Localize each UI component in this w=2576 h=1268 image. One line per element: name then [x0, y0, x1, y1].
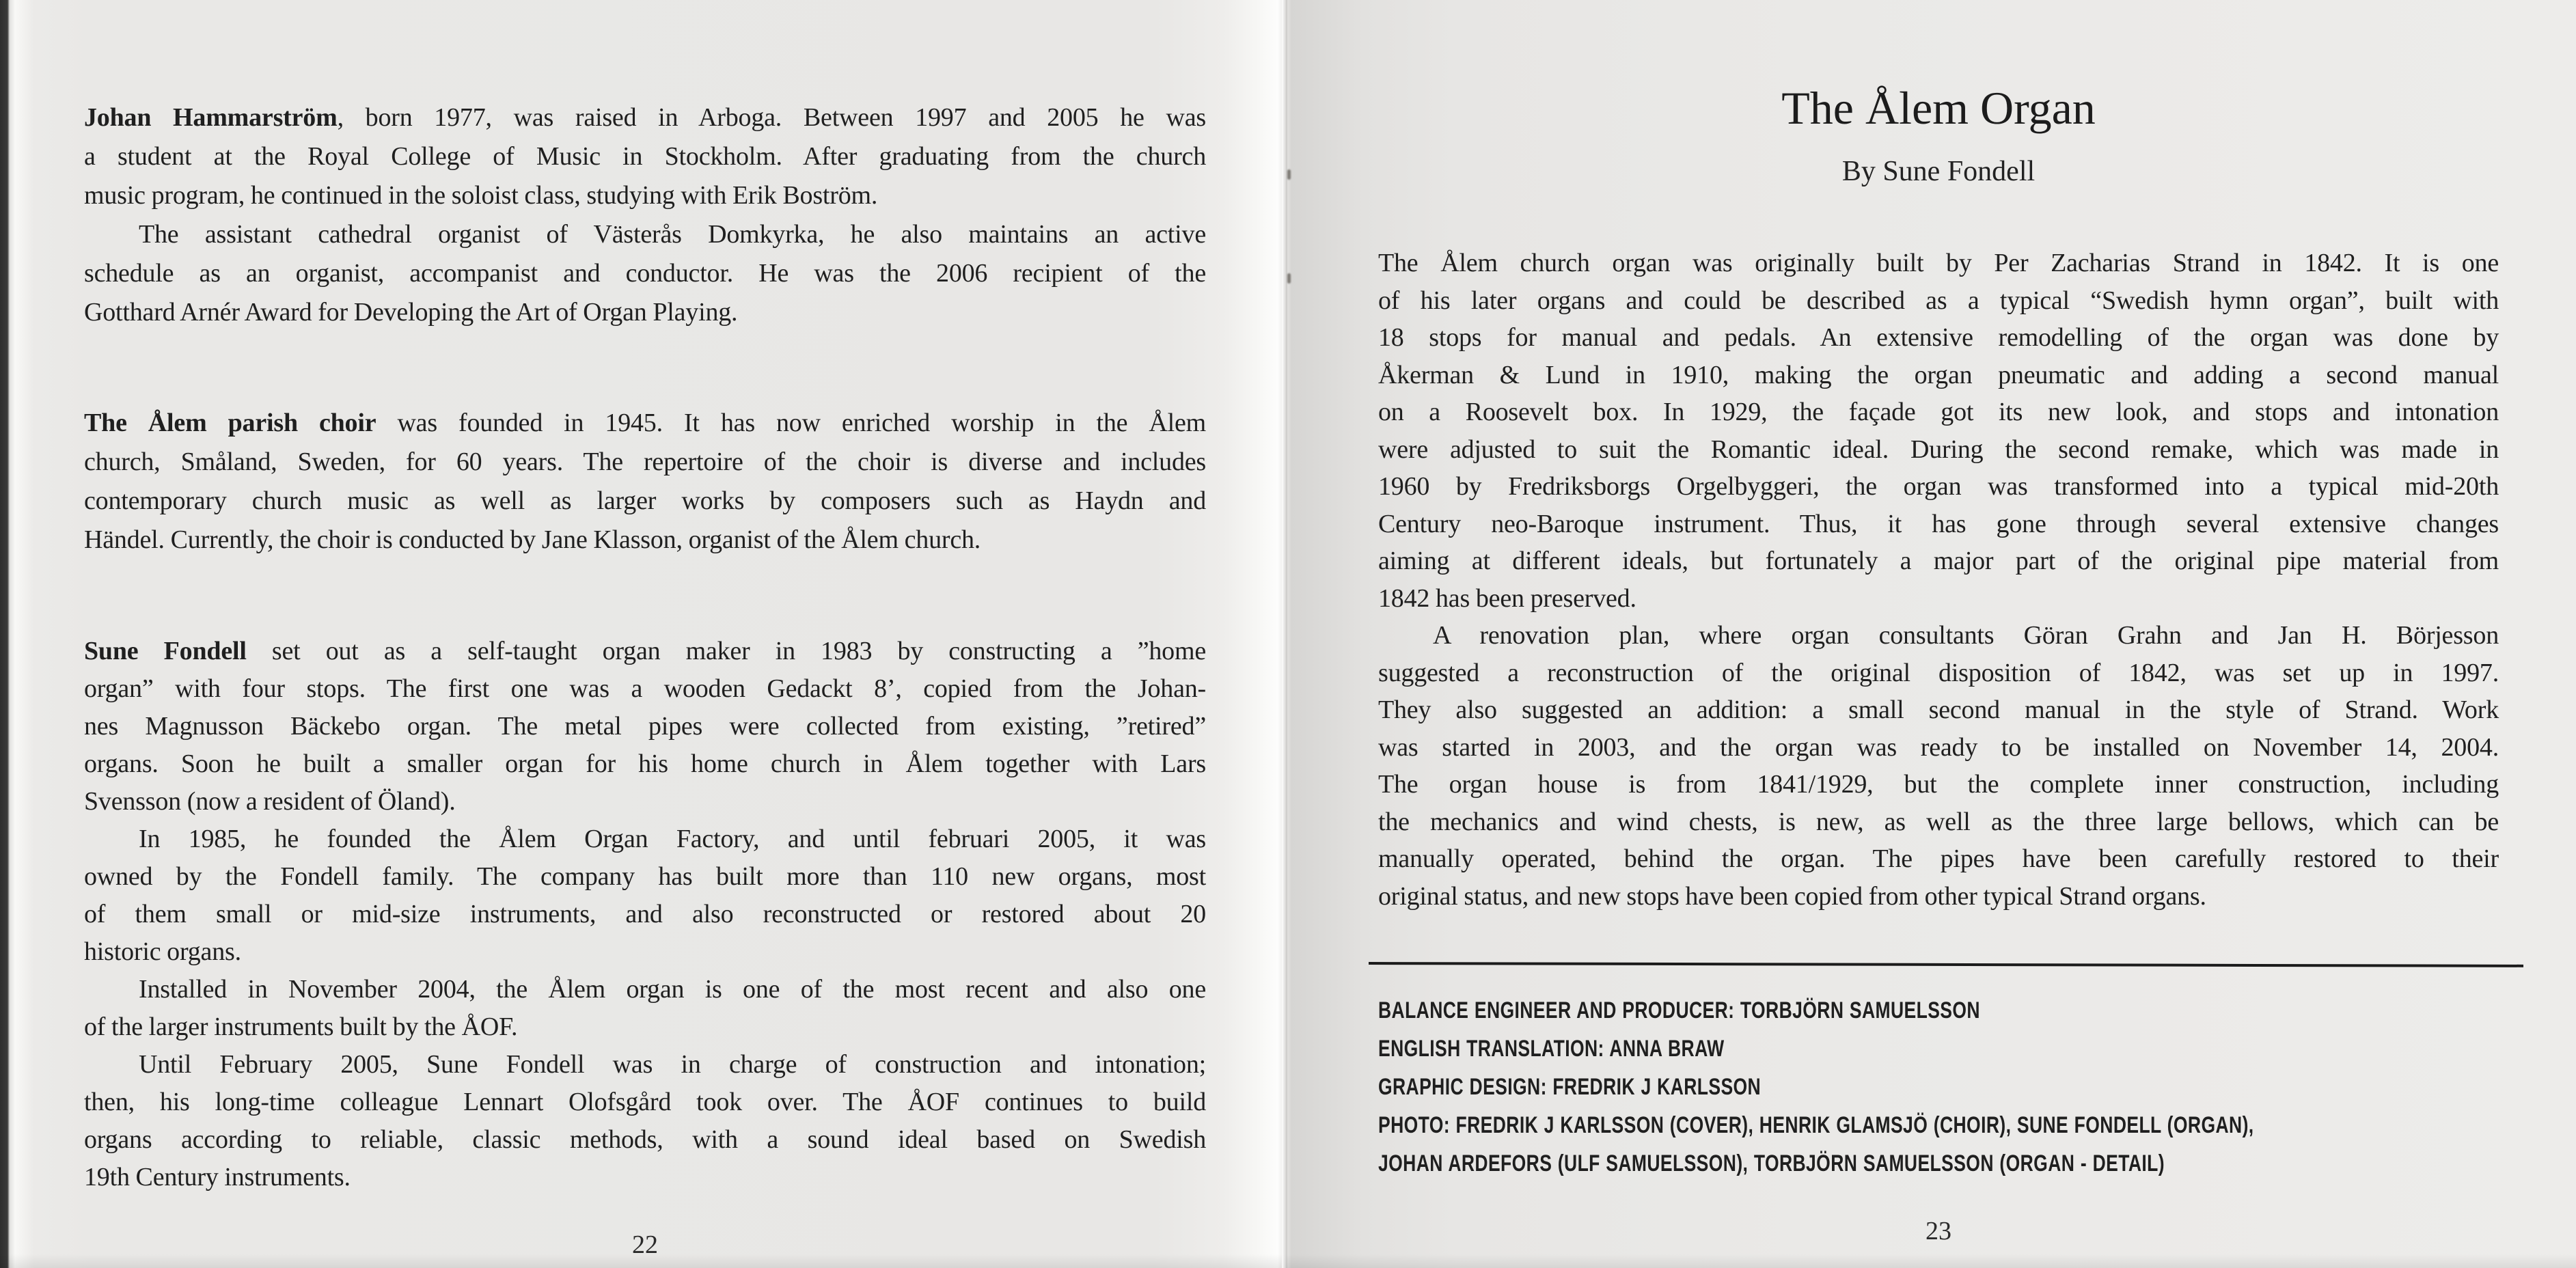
text-line: suggested a reconstruction of the original disposition of 1842, was set up in 1997.: [1378, 658, 2499, 687]
article-byline: By Sune Fondell: [1841, 156, 2036, 187]
paragraph-johan-bio-2: [84, 215, 1206, 332]
text-line: church, Småland, Sweden, for 60 years. The repertoire of the choir is diverse and includes: [84, 447, 1206, 476]
text-line: were adjusted to suit the Romantic ideal. During the second remake, which was made in: [1378, 435, 2499, 464]
text-line: The organ house is from 1841/1929, but the complete inner construction, including: [1378, 770, 2499, 799]
text-line: 1842 has been preserved.: [1378, 583, 1636, 613]
text-line: organ” with four stops. The first one was a wooden Gedackt 8’, copied from the Johan-: [84, 674, 1206, 703]
text-line: 19th Century instruments.: [84, 1163, 351, 1191]
text-line: was started in 2003, and the organ was ready to be installed on November 14, 2004.: [1378, 732, 2499, 762]
text-line: of the larger instruments built by the ÅOF.: [84, 1012, 518, 1041]
text-line: A renovation plan, where organ consultants Göran Grahn and Jan H. Börjesson: [1433, 621, 2499, 650]
text-line: music program, he continued in the soloist class, studying with Erik Boström.: [84, 181, 878, 210]
text-line: Until February 2005, Sune Fondell was in charge of construction and intonation;: [139, 1050, 1206, 1079]
text-line: They also suggested an addition: a small second manual in the style of Strand. Work: [1378, 695, 2499, 724]
paragraph-sune-bio-1: [84, 633, 1206, 821]
text-line: owned by the Fondell family. The company has built more than 110 new organs, most: [84, 862, 1206, 891]
text-line: Century neo-Baroque instrument. Thus, it has gone through several extensive changes: [1378, 509, 2499, 538]
text-line: manually operated, behind the organ. The pipes have been carefully restored to their: [1378, 844, 2499, 873]
paragraph-organ-history-2: [1378, 617, 2499, 915]
text-line: of them small or mid-size instruments, and also reconstructed or restored about 20: [84, 900, 1206, 928]
text-line: historic organs.: [84, 937, 241, 966]
text-line: BALANCE ENGINEER AND PRODUCER: TORBJÖRN SAMUELSSON: [1378, 997, 1980, 1023]
paragraph-choir-bio: [84, 404, 1206, 560]
text-line: 18 stops for manual and pedals. An extensive remodelling of the organ was done by: [1378, 323, 2499, 352]
text-line: PHOTO: FREDRIK J KARLSSON (COVER), HENRIK GLAMSJÖ (CHOIR), SUNE FONDELL (ORGAN),: [1378, 1112, 2254, 1138]
text-line: aiming at different ideals, but fortunately a major part of the original pipe material from: [1378, 547, 2499, 575]
credits-block: [1378, 991, 2503, 1183]
page-left: [84, 0, 1206, 1268]
text-line: original status, and new stops have been copied from other typical Strand organs.: [1378, 881, 2206, 911]
text-line: The Ålem parish choir was founded in 1945. It has now enriched worship in the Ålem: [84, 409, 1206, 437]
paragraph-organ-history-1: [1378, 245, 2499, 617]
page-right: [1378, 0, 2499, 1268]
text-line: ENGLISH TRANSLATION: ANNA BRAW: [1378, 1036, 1725, 1062]
article-title: The Ålem Organ: [1781, 82, 2096, 134]
text-line: then, his long-time colleague Lennart Olofsgård took over. The ÅOF continues to build: [84, 1088, 1206, 1116]
text-line: Sune Fondell set out as a self-taught organ maker in 1983 by constructing a ”home: [84, 637, 1206, 665]
text-line: contemporary church music as well as larger works by composers such as Haydn and: [84, 486, 1206, 515]
paragraph-sune-bio-2: [84, 821, 1206, 971]
paragraph-johan-bio-1: [84, 98, 1206, 215]
text-line: organs according to reliable, classic methods, with a sound ideal based on Swedish: [84, 1125, 1206, 1154]
text-line: Johan Hammarström, born 1977, was raised in Arboga. Between 1997 and 2005 he was: [84, 103, 1206, 132]
text-line: The Ålem church organ was originally built by Per Zacharias Strand in 1842. It is one: [1378, 249, 2499, 277]
page-number-left: 22: [632, 1230, 658, 1259]
staple-mark: [1287, 169, 1291, 180]
text-line: Svensson (now a resident of Öland).: [84, 787, 456, 816]
text-line: Installed in November 2004, the Ålem organ is one of the most recent and also one: [139, 975, 1206, 1004]
text-line: The assistant cathedral organist of Västerås Domkyrka, he also maintains an active: [139, 220, 1206, 249]
page-number-right: 23: [1926, 1217, 1951, 1245]
text-line: organs. Soon he built a smaller organ for his home church in Ålem together with Lars: [84, 749, 1206, 778]
text-line: Händel. Currently, the choir is conducted by Jane Klasson, organist of the Ålem church.: [84, 525, 981, 554]
text-line: Gotthard Arnér Award for Developing the Art of Organ Playing.: [84, 298, 738, 327]
text-line: In 1985, he founded the Ålem Organ Factory, and until februari 2005, it was: [139, 825, 1206, 853]
text-line: schedule as an organist, accompanist and conductor. He was the 2006 recipient of the: [84, 259, 1206, 288]
paragraph-sune-bio-4: [84, 1046, 1206, 1196]
text-line: of his later organs and could be described as a typical “Swedish hymn organ”, built with: [1378, 286, 2499, 315]
text-line: JOHAN ARDEFORS (ULF SAMUELSSON), TORBJÖRN SAMUELSSON (ORGAN - DETAIL): [1378, 1150, 2165, 1176]
text-line: a student at the Royal College of Music in Stockholm. After graduating from the church: [84, 142, 1206, 171]
divider-rule: [1369, 962, 2523, 967]
text-line: GRAPHIC DESIGN: FREDRIK J KARLSSON: [1378, 1074, 1762, 1100]
paragraph-sune-bio-3: [84, 971, 1206, 1046]
gutter-shadow: [1282, 0, 1287, 1268]
text-line: nes Magnusson Bäckebo organ. The metal pipes were collected from existing, ”retired”: [84, 712, 1206, 741]
text-line: 1960 by Fredriksborgs Orgelbyggeri, the organ was transformed into a typical mid-20th: [1378, 472, 2499, 501]
staple-mark: [1287, 273, 1291, 284]
text-line: Åkerman & Lund in 1910, making the organ pneumatic and adding a second manual: [1378, 360, 2499, 389]
text-line: on a Roosevelt box. In 1929, the façade got its new look, and stops and intonation: [1378, 398, 2499, 426]
text-line: the mechanics and wind chests, is new, as well as the three large bellows, which can be: [1378, 807, 2499, 836]
